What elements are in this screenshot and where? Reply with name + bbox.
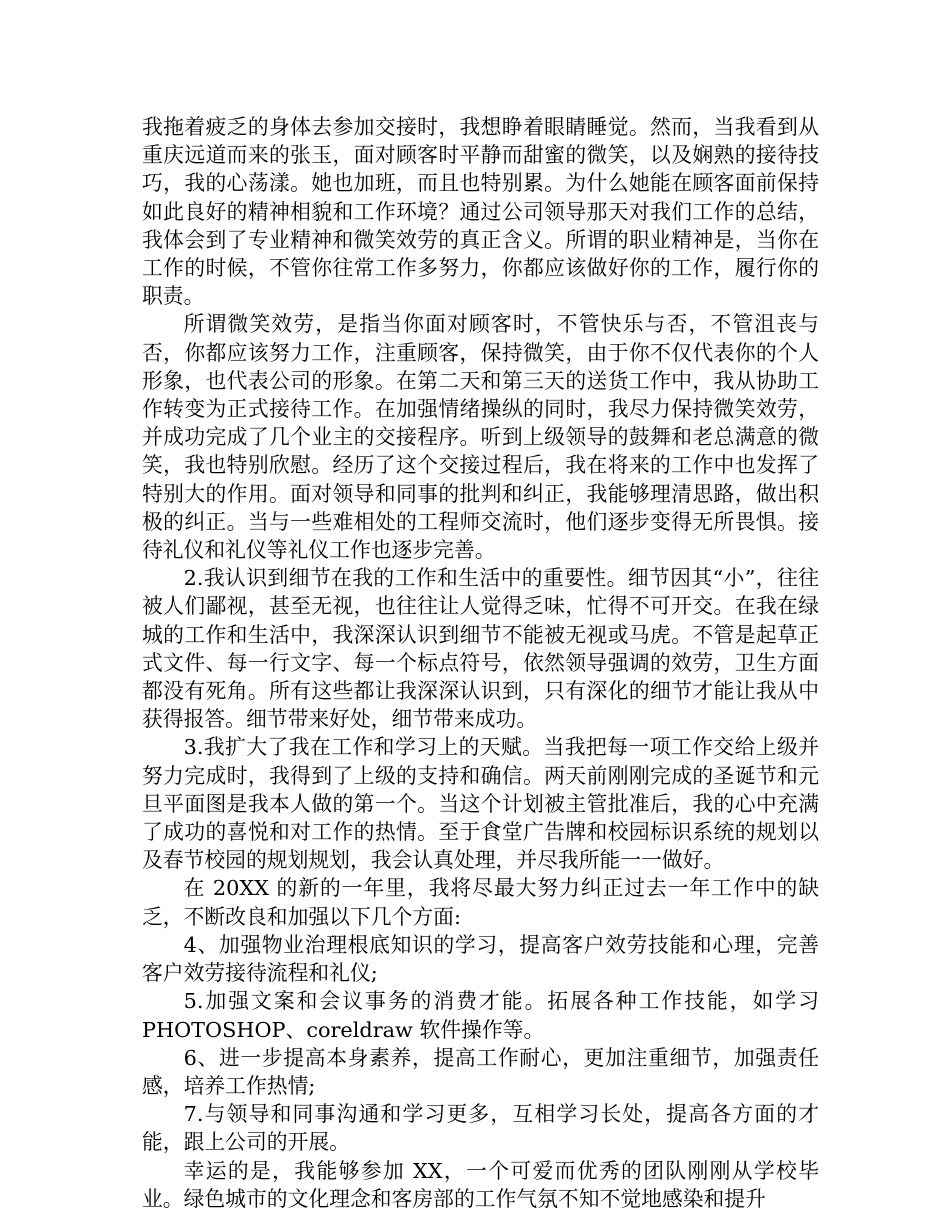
paragraph-8: 6、进一步提高本身素养，提高工作耐心，更加注重细节，加强责任感，培养工作热情; [142, 1045, 819, 1098]
paragraph-10: 幸运的是，我能够参加 XX，一个可爱而优秀的团队刚刚从学校毕业。绿色城市的文化理念和客房部的工作气氛不知不觉地感染和提升 [142, 1158, 819, 1211]
paragraph-4: 3.我扩大了我在工作和学习上的天赋。当我把每一项工作交给上级并努力完成时，我得到了上级的支持和确信。两天前刚刚完成的圣诞节和元旦平面图是我本人做的第一个。当这个计划被主管批准后，我的心中充满了成功的喜悦和对工作的热情。至于食堂广告牌和校园标识系统的规划以及春节校园的规划规划，我会认真处理，并尽我所能一一做好。 [142, 735, 819, 873]
paragraph-2: 所谓微笑效劳，是指当你面对顾客时，不管快乐与否，不管沮丧与否，你都应该努力工作，注重顾客，保持微笑，由于你不仅代表你的个人形象，也代表公司的形象。在第二天和第三天的送货工作中，我从协助工作转变为正式接待工作。在加强情绪操纵的同时，我尽力保持微笑效劳，并成功完成了几个业主的交接程序。听到上级领导的鼓舞和老总满意的微笑，我也特别欣慰。经历了这个交接过程后，我在将来的工作中也发挥了特别大的作用。面对领导和同事的批判和纠正，我能够理清思路，做出积极的纠正。当与一些难相处的工程师交流时，他们逐步变得无所畏惧。接待礼仪和礼仪等礼仪工作也逐步完善。 [142, 312, 819, 563]
paragraph-6: 4、加强物业治理根底知识的学习，提高客户效劳技能和心理，完善客户效劳接待流程和礼仪; [142, 932, 819, 986]
document-body [142, 113, 819, 1213]
paragraph-1: 我拖着疲乏的身体去参加交接时，我想睁着眼睛睡觉。然而，当我看到从重庆远道而来的张玉，面对顾客时平静而甜蜜的微笑，以及娴熟的接待技巧，我的心荡漾。她也加班，而且也特别累。为什么她能在顾客面前保持如此良好的精神相貌和工作环境？通过公司领导那天对我们工作的总结，我体会到了专业精神和微笑效劳的真正含义。所谓的职业精神是，当你在工作的时候，不管你往常工作多努力，你都应该做好你的工作，履行你的职责。 [142, 115, 819, 309]
paragraph-7: 5.加强文案和会议事务的消费才能。拓展各种工作技能，如学习 PHOTOSHOP、coreldraw 软件操作等。 [142, 989, 819, 1042]
paragraph-5: 在 20XX 的新的一年里，我将尽最大努力纠正过去一年工作中的缺乏，不断改良和加强以下几个方面: [142, 876, 819, 929]
paragraph-9: 7.与领导和同事沟通和学习更多，互相学习长处，提高各方面的才能，跟上公司的开展。 [142, 1102, 819, 1155]
paragraph-3: 2.我认识到细节在我的工作和生活中的重要性。细节因其“小”，往往被人们鄙视，甚至无视，也往往让人觉得乏味，忙得不可开交。在我在绿城的工作和生活中，我深深认识到细节不能被无视或马虎。不管是起草正式文件、每一行文字、每一个标点符号，依然领导强调的效劳，卫生方面都没有死角。所有这些都让我深深认识到，只有深化的细节才能让我从中获得报答。细节带来好处，细节带来成功。 [142, 566, 819, 732]
